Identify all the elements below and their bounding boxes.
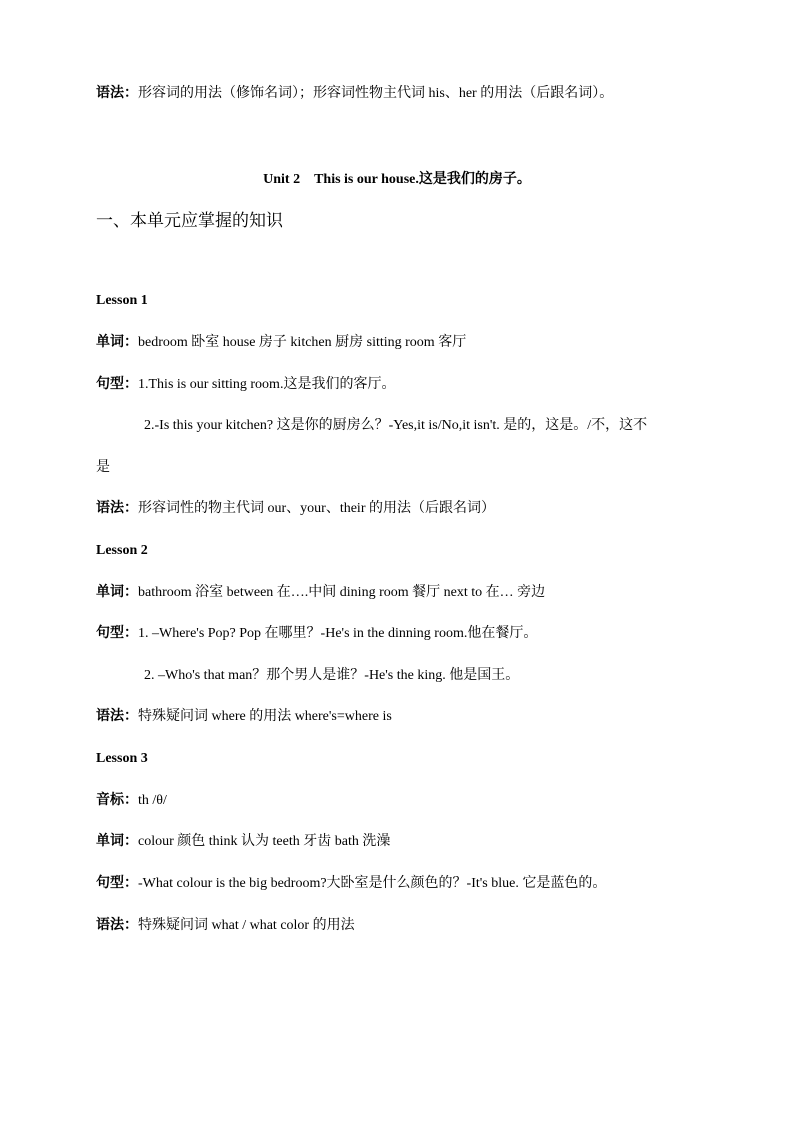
lesson-2-sentence-2: 2. –Who's that man？那个男人是谁？-He's the king. 他是国王。 [144, 668, 520, 683]
phonetic-text: th /θ/ [138, 793, 167, 808]
lesson-3-phonetic [96, 791, 167, 811]
lesson-3-sentence-1 [96, 874, 606, 894]
sentences-label: 句型： [96, 377, 138, 392]
sentences-label: 句型： [96, 876, 138, 891]
words-text: bedroom 卧室 house 房子 kitchen 厨房 sitting room 客厅 [138, 335, 467, 350]
words-label: 单词： [96, 834, 138, 849]
section-heading: 一、本单元应掌握的知识 [96, 211, 283, 231]
lesson-2-title: Lesson 2 [96, 543, 148, 558]
intro-grammar-line [96, 84, 613, 104]
sentence-text: 1. –Where's Pop? Pop 在哪里？-He's in the dinning room.他在餐厅。 [138, 626, 538, 641]
lesson-3-title: Lesson 3 [96, 751, 148, 766]
grammar-label: 语法： [96, 501, 138, 516]
words-text: bathroom 浴室 between 在….中间 dining room 餐厅 next to 在… 旁边 [138, 585, 546, 600]
grammar-text: 形容词性的物主代词 our、your、their 的用法（后跟名词） [138, 501, 495, 516]
lesson-3-grammar [96, 916, 355, 936]
words-label: 单词： [96, 585, 138, 600]
lesson-1-words [96, 333, 466, 353]
lesson-1-sentence-1 [96, 375, 395, 395]
words-label: 单词： [96, 335, 138, 350]
lesson-1-title: Lesson 1 [96, 293, 148, 308]
lesson-1-sentence-2: 2.-Is this your kitchen? 这是你的厨房么？-Yes,it is/No,it isn't. 是的，这是。/不，这不 [144, 418, 648, 433]
sentences-label: 句型： [96, 626, 138, 641]
sentence-text: 1.This is our sitting room.这是我们的客厅。 [138, 377, 396, 392]
lesson-2-sentence-1 [96, 624, 537, 644]
phonetic-label: 音标： [96, 793, 138, 808]
lesson-1-sentence-2-cont: 是 [96, 460, 110, 475]
grammar-label: 语法： [96, 918, 138, 933]
unit-title: Unit 2 This is our house.这是我们的房子。 [263, 172, 531, 187]
grammar-label: 语法： [96, 709, 138, 724]
lesson-1-grammar [96, 499, 495, 519]
words-text: colour 颜色 think 认为 teeth 牙齿 bath 洗澡 [138, 834, 391, 849]
grammar-label: 语法： [96, 86, 138, 101]
grammar-text: 特殊疑问词 where 的用法 where's=where is [138, 709, 392, 724]
lesson-2-words [96, 583, 545, 603]
grammar-text: 特殊疑问词 what / what color 的用法 [138, 918, 355, 933]
lesson-3-words [96, 832, 390, 852]
grammar-text: 形容词的用法（修饰名词）；形容词性物主代词 his、her 的用法（后跟名词）。 [138, 86, 614, 101]
lesson-2-grammar [96, 707, 392, 727]
sentence-text: -What colour is the big bedroom?大卧室是什么颜色的？-It's blue. 它是蓝色的。 [138, 876, 607, 891]
